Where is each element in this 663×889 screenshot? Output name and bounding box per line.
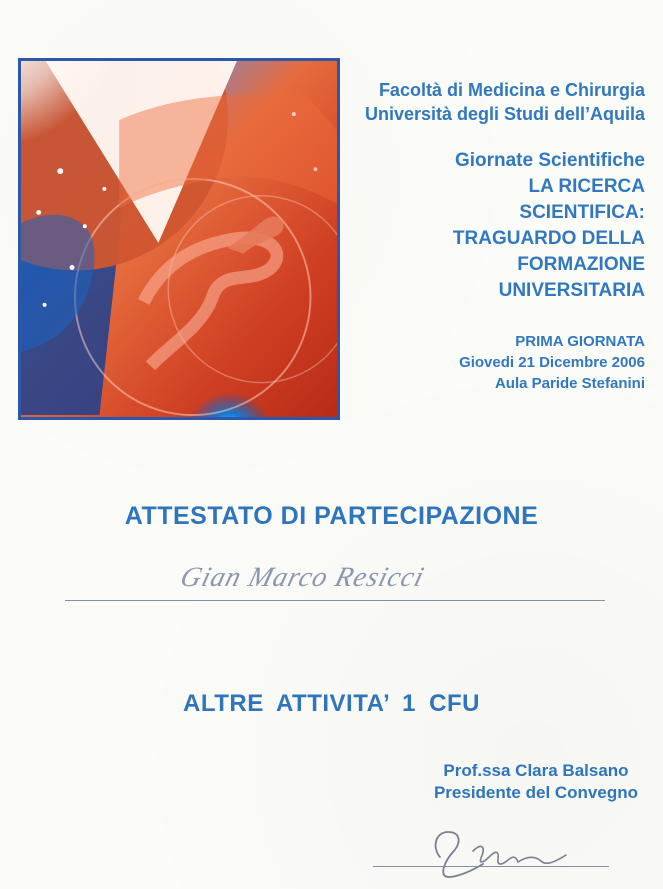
- participant-line: [65, 600, 605, 601]
- event-title-line: SCIENTIFICA:: [519, 202, 645, 223]
- event-title-line: TRAGUARDO DELLA: [452, 228, 645, 249]
- cover-artwork: [18, 58, 340, 420]
- event-title-line: LA RICERCA: [528, 176, 645, 197]
- abstract-artwork-image: [21, 61, 337, 417]
- participant-name: Gian Marco Resicci: [177, 562, 428, 593]
- credit-info: ALTRE ATTIVITA’ 1 CFU: [183, 690, 480, 717]
- session-place: Aula Paride Stefanini: [494, 375, 645, 392]
- session-label: PRIMA GIORNATA: [515, 333, 645, 350]
- session-date: Giovedi 21 Dicembre 2006: [459, 354, 645, 371]
- certificate-title: ATTESTATO DI PARTECIPAZIONE: [124, 502, 539, 530]
- event-session-block: [459, 331, 645, 394]
- event-title-block: [453, 148, 645, 304]
- handwritten-signature: [410, 824, 580, 880]
- faculty-line: Facoltà di Medicina e Chirurgia: [378, 80, 645, 100]
- faculty-header: [365, 78, 645, 126]
- university-line: Università degli Studi dell’Aquila: [364, 104, 645, 124]
- president-name: Prof.ssa Clara Balsano: [443, 761, 629, 780]
- event-series-title: Giornate Scientifiche: [454, 150, 645, 171]
- signature-line: [373, 866, 609, 867]
- event-title-line: FORMAZIONE: [517, 254, 645, 275]
- event-title-line: UNIVERSITARIA: [498, 280, 645, 301]
- president-role: Presidente del Convegno: [433, 783, 638, 802]
- president-block: [434, 760, 638, 804]
